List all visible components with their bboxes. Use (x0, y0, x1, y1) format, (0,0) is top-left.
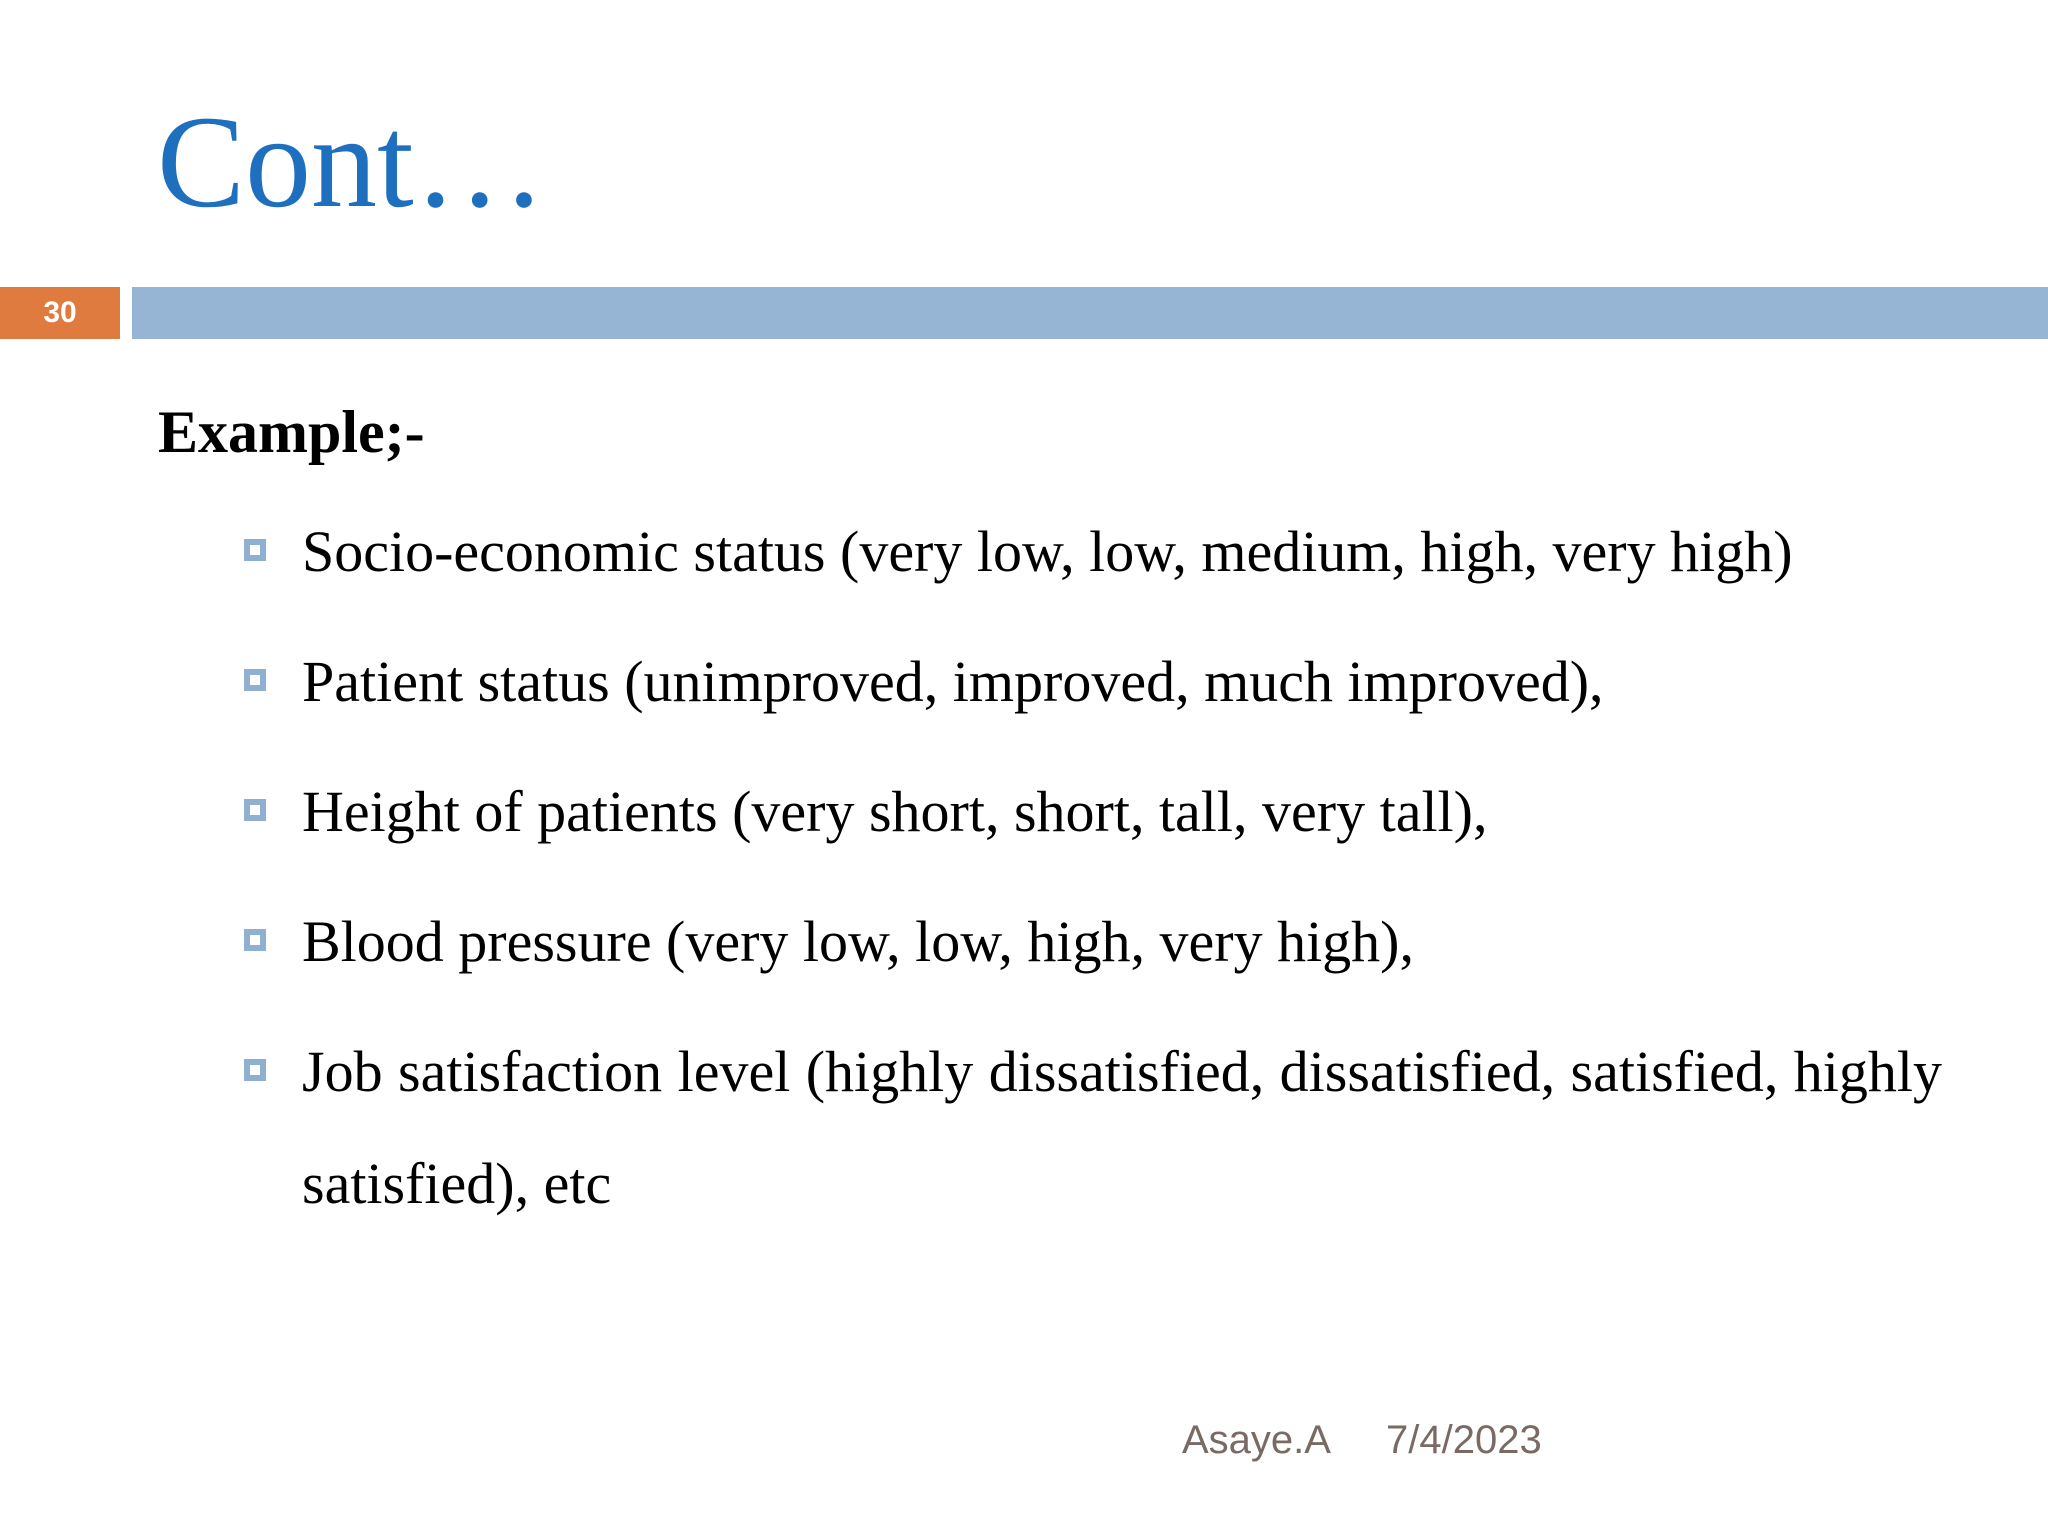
header-divider-bar (132, 287, 2048, 339)
bullet-text: Socio-economic status (very low, low, medium, high, very high) (302, 519, 1793, 584)
list-item (244, 1016, 1942, 1240)
bullet-text: Height of patients (very short, short, tall, very tall), (302, 779, 1488, 844)
slide-number-badge: 30 (0, 287, 120, 339)
example-heading: Example;- (158, 399, 425, 465)
slide-title: Cont… (157, 88, 546, 235)
square-bullet-icon (244, 539, 266, 561)
bullet-text: Blood pressure (very low, low, high, very high), (302, 909, 1414, 974)
list-item (244, 772, 1942, 852)
bullet-list (158, 512, 1958, 1240)
square-bullet-icon (244, 1059, 266, 1081)
slide-content (158, 392, 1958, 1290)
bullet-text: Job satisfaction level (highly dissatisfied, dissatisfied, satisfied, highly satisfied), etc (302, 1039, 1942, 1216)
list-item (244, 642, 1942, 722)
bullet-text: Patient status (unimproved, improved, much improved), (302, 649, 1604, 714)
square-bullet-icon (244, 929, 266, 951)
list-item (244, 902, 1942, 982)
footer-date: 7/4/2023 (1386, 1418, 1542, 1462)
square-bullet-icon (244, 669, 266, 691)
square-bullet-icon (244, 799, 266, 821)
list-item (244, 512, 1942, 592)
footer-author: Asaye.A (1182, 1418, 1331, 1462)
